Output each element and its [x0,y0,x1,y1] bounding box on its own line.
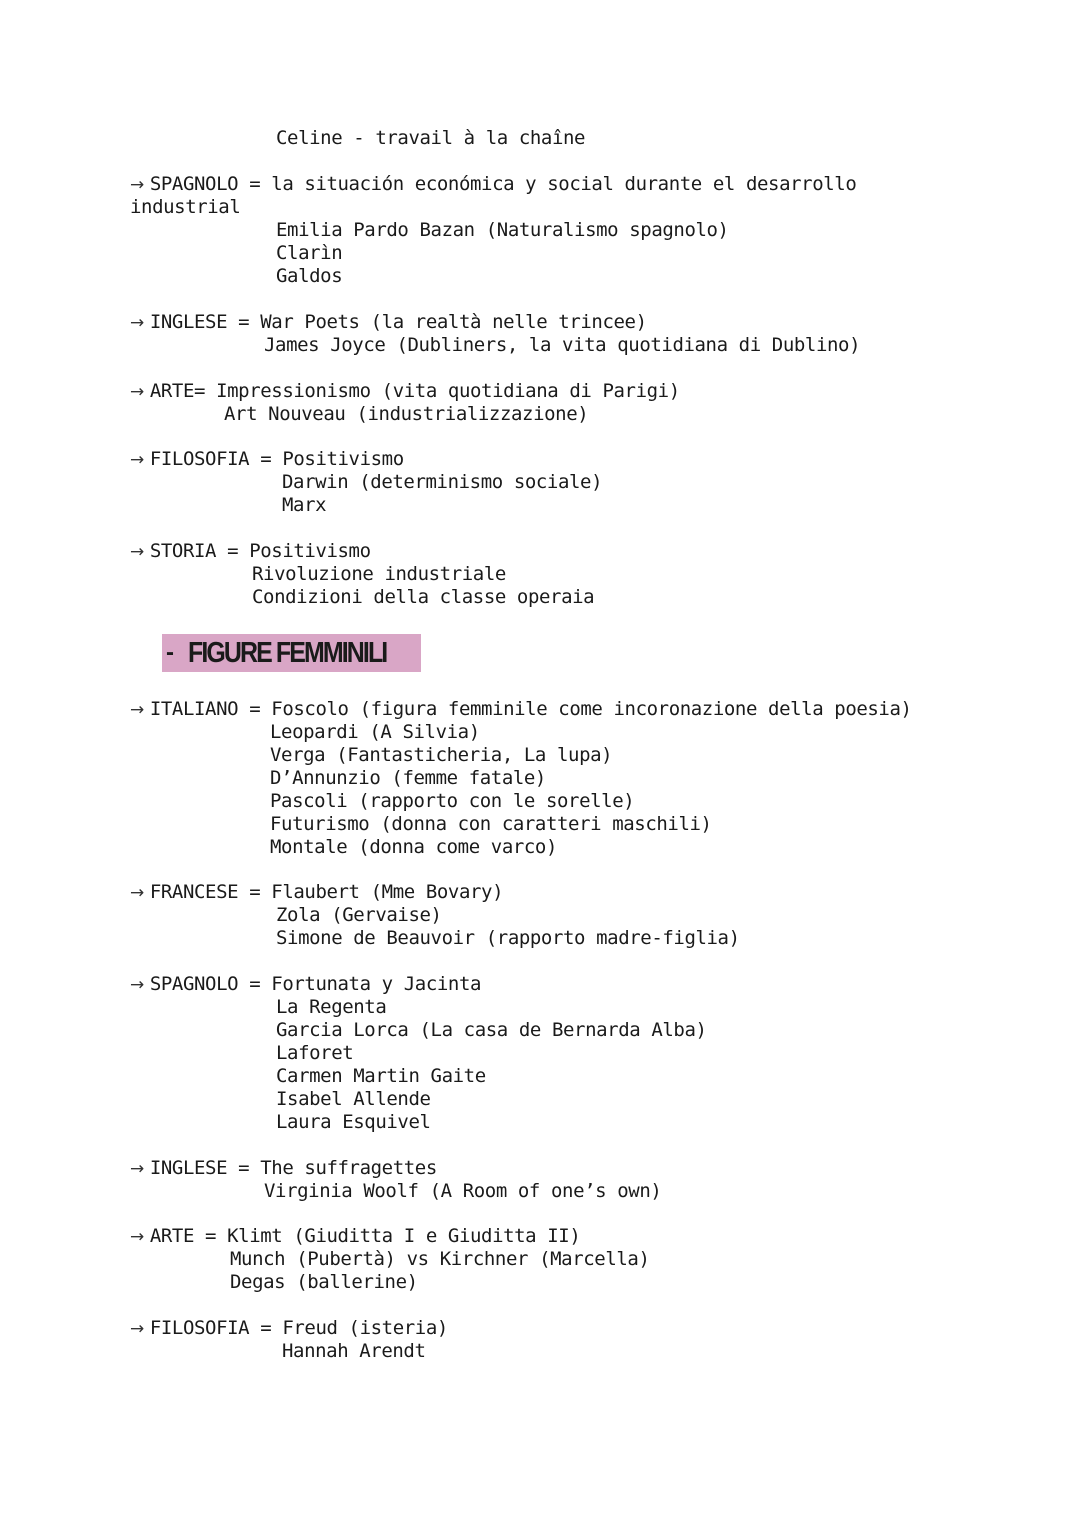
text-line: Hannah Arendt [282,1340,426,1362]
text-line: Munch (Pubertà) vs Kirchner (Marcella) [230,1248,650,1270]
text-line: Verga (Fantasticheria, La lupa) [270,744,613,766]
text-line: Clarìn [276,242,343,264]
text-line: Galdos [276,265,343,287]
arrow-icon: → [130,883,144,903]
topic-arte-2: → ARTE = Klimt (Giuditta I e Giuditta II) [130,1225,581,1247]
text-line: Art Nouveau (industrializzazione) [224,403,589,425]
text-line: Isabel Allende [276,1088,431,1110]
arrow-icon: → [130,1159,144,1179]
text-line: Pascoli (rapporto con le sorelle) [270,790,635,812]
heading-dash: - [166,639,174,666]
text-line: industrial [130,196,241,218]
text-line: Rivoluzione industriale [252,563,506,585]
arrow-icon: → [130,313,144,333]
topic-inglese: → INGLESE = War Poets (la realtà nelle trincee) [130,311,647,333]
arrow-icon: → [130,1227,144,1247]
topic-italiano: → ITALIANO = Foscolo (figura femminile come incoronazione della poesia) [130,698,912,720]
topic-inglese-2: → INGLESE = The suffragettes [130,1157,437,1179]
text-line: Simone de Beauvoir (rapporto madre-figlia) [276,927,740,949]
topic-francese: → FRANCESE = Flaubert (Mme Bovary) [130,881,504,903]
arrow-icon: → [130,450,144,470]
text-line: Montale (donna come varco) [270,836,558,858]
text-line: Emilia Pardo Bazan (Naturalismo spagnolo) [276,219,729,241]
heading-title: FIGURE FEMMINILI [188,636,387,669]
text-line: D’Annunzio (femme fatale) [270,767,546,789]
arrow-icon: → [130,700,144,720]
topic-arte: → ARTE= Impressionismo (vita quotidiana di Parigi) [130,380,680,402]
text-line: Laforet [276,1042,354,1064]
arrow-icon: → [130,975,144,995]
text-line: Garcia Lorca (La casa de Bernarda Alba) [276,1019,707,1041]
topic-spagnolo: → SPAGNOLO = la situación económica y social durante el desarrollo [130,173,857,195]
topic-spagnolo-2: → SPAGNOLO = Fortunata y Jacinta [130,973,482,995]
text-line: Condizioni della classe operaia [252,586,595,608]
text-line: Futurismo (donna con caratteri maschili) [270,813,712,835]
topic-filosofia-2: → FILOSOFIA = Freud (isteria) [130,1317,448,1339]
text-line: James Joyce (Dubliners, la vita quotidiana di Dublino) [264,334,861,356]
text-line: Celine - travail à la chaîne [276,127,586,149]
text-line: Zola (Gervaise) [276,904,442,926]
topic-storia: → STORIA = Positivismo [130,540,371,562]
text-line: Degas (ballerine) [230,1271,418,1293]
arrow-icon: → [130,542,144,562]
text-line: Leopardi (A Silvia) [270,721,480,743]
text-line: Marx [282,494,327,516]
text-line: La Regenta [276,996,387,1018]
text-line: Laura Esquivel [276,1111,431,1133]
section-heading [162,634,421,672]
topic-filosofia: → FILOSOFIA = Positivismo [130,448,404,470]
text-line: Virginia Woolf (A Room of one’s own) [264,1180,662,1202]
text-line: Carmen Martin Gaite [276,1065,486,1087]
arrow-icon: → [130,382,144,402]
arrow-icon: → [130,1319,144,1339]
text-line: Darwin (determinismo sociale) [282,471,603,493]
arrow-icon: → [130,175,144,195]
